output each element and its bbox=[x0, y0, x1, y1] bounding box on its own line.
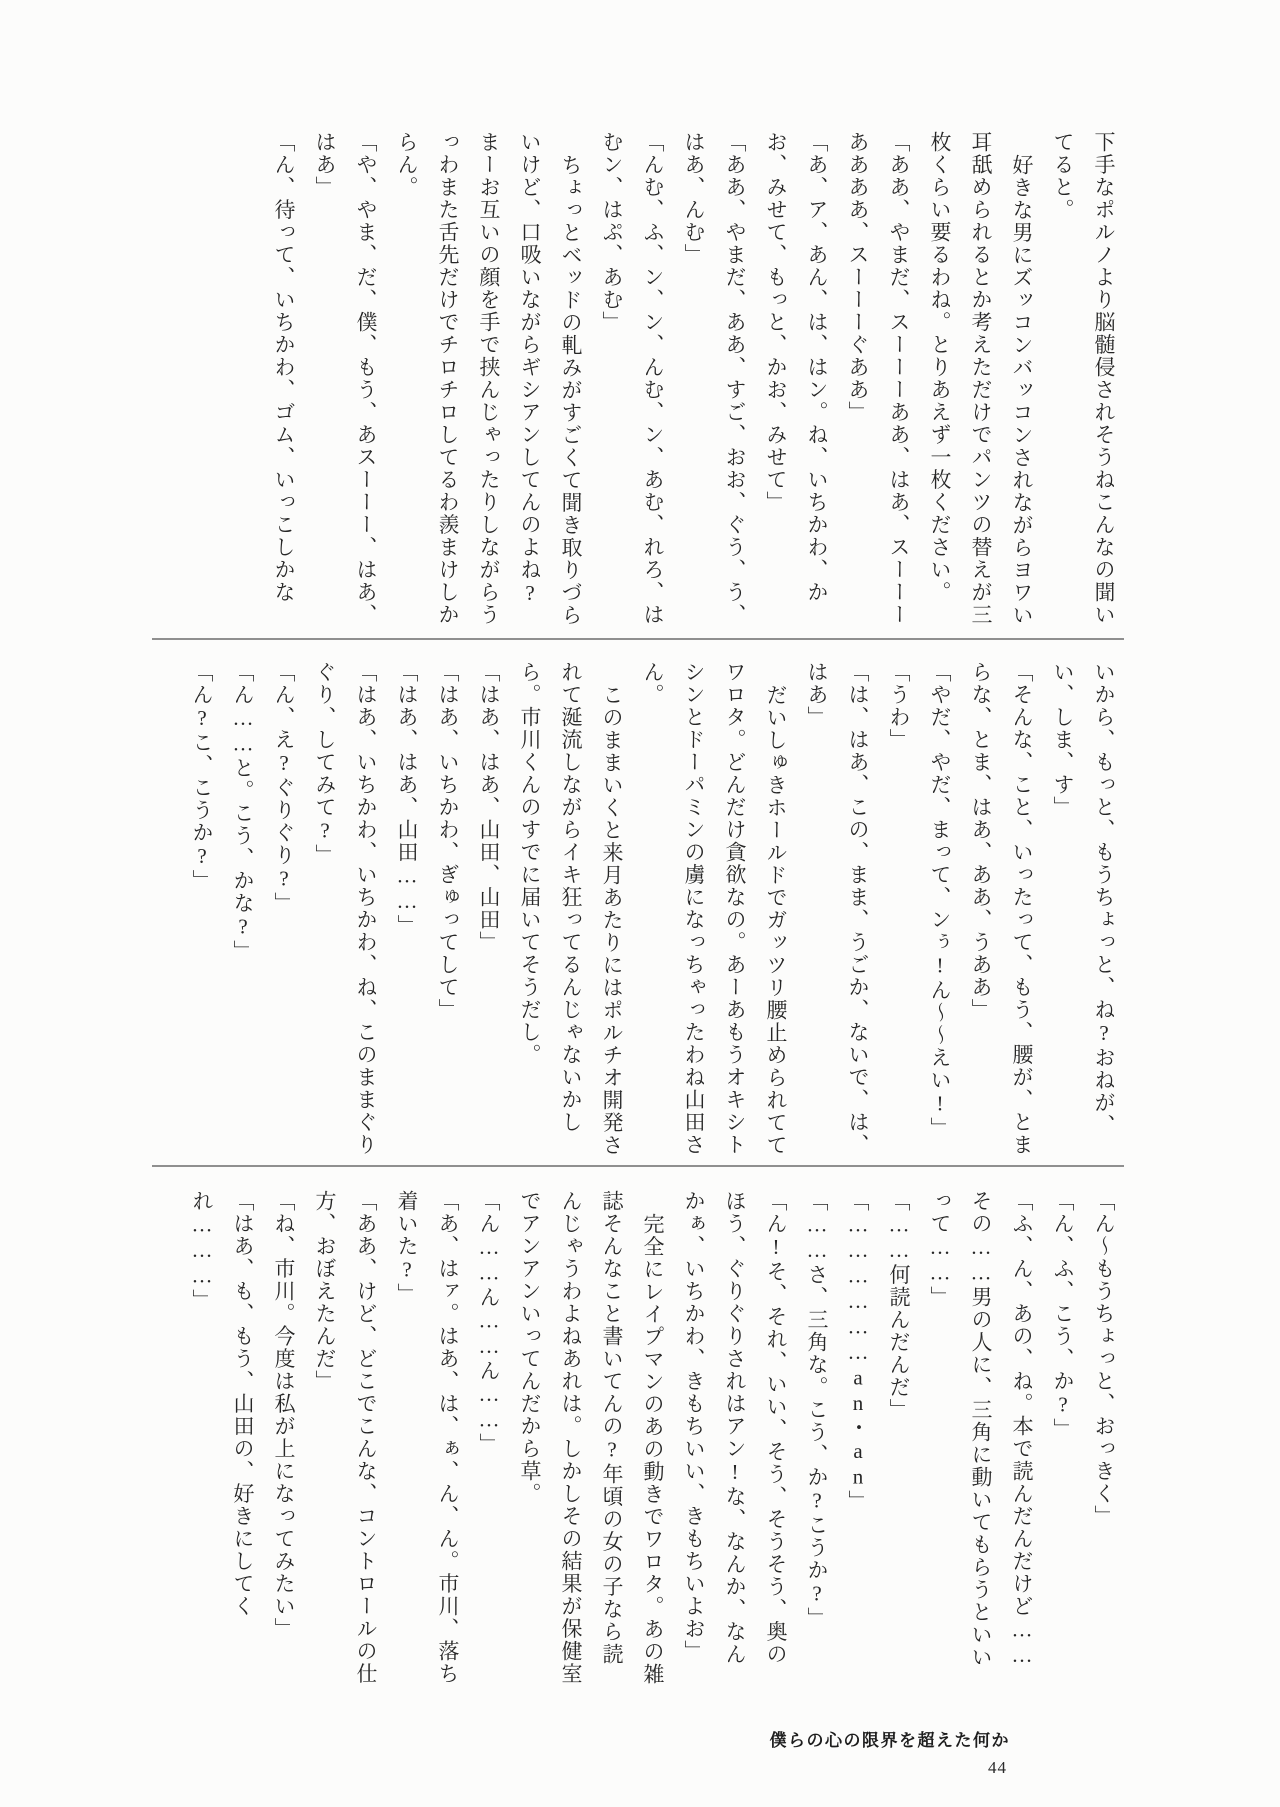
paragraph: 「ん?こ、こうか?」 bbox=[190, 661, 214, 892]
page-number: 44 bbox=[988, 1758, 1007, 1777]
section-divider-top bbox=[152, 638, 1124, 640]
paragraph: 「んむ、ふ、ン、ン、んむ、ン、あむ、れろ、はむン、はぷ、あむ」 bbox=[600, 131, 665, 626]
paragraph: 「……何読んだんだ」 bbox=[887, 1190, 911, 1421]
paragraph: 「ん……と。こう、かな?」 bbox=[231, 661, 255, 963]
paragraph: 「ね、市川。今度は私が上になってみたい」 bbox=[272, 1190, 296, 1640]
paragraph: 「は、はあ、この、まま、うごか、ないで、は、はあ」 bbox=[805, 661, 870, 1156]
paragraph: 「はあ、いちかわ、いちかわ、ね、このままぐりぐり、してみて?」 bbox=[313, 661, 378, 1156]
running-title: 僕らの心の限界を超えた何か bbox=[769, 1731, 1010, 1750]
paragraph: 「うわ」 bbox=[887, 661, 911, 751]
paragraph: 「ん……ん……ん……」 bbox=[477, 1190, 501, 1456]
paragraph: 下手なポルノより脳髄侵されそうねこんなの聞いてると。 bbox=[1051, 131, 1116, 626]
paragraph: 「ああ、やまだ、スーーーああ、はあ、スーーーああああ、スーーーぐああ」 bbox=[846, 131, 911, 626]
paragraph: このままいくと来月あたりにはポルチオ開発されて涎流しながらイキ狂ってるんじゃないかしら。市川くんのすでに届いてそうだし。 bbox=[518, 661, 624, 1157]
paragraph: いから、もっと、もうちょっと、ね?おねが、い、しま、す」 bbox=[1051, 661, 1116, 1137]
paragraph: 「はあ、も、もう、山田の、好きにしてくれ………」 bbox=[190, 1190, 255, 1618]
text-section-middle bbox=[152, 661, 1124, 1158]
text-section-bottom bbox=[152, 1190, 1124, 1687]
paragraph: 好きな男にズッコンバッコンされながらヨワい耳舐められるとか考えただけでパンツの替えが三枚くらい要るわね。とりあえず一枚ください。 bbox=[928, 131, 1034, 627]
paragraph: 「ん、待って、いちかわ、ゴム、いっこしかな bbox=[272, 131, 296, 604]
paragraph: だいしゅきホールドでガッツリ腰止められててワロタ。どんだけ貪欲なの。あーあもうオキシトシンとドーパミンの虜になっちゃったわね山田さん。 bbox=[641, 661, 788, 1157]
paragraph: 「や、やま、だ、僕、もう、あスーーー、はあ、はあ」 bbox=[313, 131, 378, 626]
paragraph: 「はあ、はあ、山田……」 bbox=[395, 661, 419, 937]
paragraph: 「はあ、はあ、山田、山田」 bbox=[477, 661, 501, 954]
paragraph: 「あ、はァ。はあ、は、ぁ、ん、ん。市川、落ち着いた?」 bbox=[395, 1190, 460, 1685]
paragraph: 「あ、ア、あん、は、はン。ね、いちかわ、かお、みせて、もっと、かお、みせて」 bbox=[764, 131, 829, 604]
paragraph: 「ああ、けど、どこでこんな、コントロールの仕方、おぼえたんだ」 bbox=[313, 1190, 378, 1685]
paragraph: 「そんな、こと、いったって、もう、腰が、とまらな、とま、はあ、ああ、うああ」 bbox=[969, 661, 1034, 1156]
paragraph: 「ん、え?ぐりぐり?」 bbox=[272, 661, 296, 915]
paragraph: 完全にレイプマンのあの動きでワロタ。あの雑誌そんなこと書いてんの?年頃の女の子なら読んじゃうわよねあれは。しかしその結果が保健室でアンアンいってんだから草。 bbox=[518, 1190, 665, 1686]
paragraph: 「……さ、三角な。こう、か?こうか?」 bbox=[805, 1190, 829, 1630]
text-block bbox=[152, 0, 1124, 1807]
paragraph: 「はあ、いちかわ、ぎゅってして」 bbox=[436, 661, 460, 1021]
paragraph: 「ふ、ん、あの、ね。本で読んだんだけど……その……男の人に、三角に動いてもらうといいって……」 bbox=[928, 1190, 1034, 1669]
paragraph: 「………………an・an」 bbox=[846, 1190, 870, 1513]
paragraph: 「ん、ふ、こう、か?」 bbox=[1051, 1190, 1075, 1441]
text-section-top bbox=[152, 131, 1124, 628]
paragraph: 「ああ、やまだ、ああ、すご、おお、ぐう、う、はあ、んむ」 bbox=[682, 131, 747, 626]
section-divider-bottom bbox=[152, 1165, 1124, 1167]
paragraph: ちょっとベッドの軋みがすごくて聞き取りづらいけど、口吸いながらギシアンしてんのよね?まーお互いの顔を手で挟んじゃったりしながらうっわまた舌先だけでチロチロしてるわ羨まけしからん。 bbox=[395, 131, 583, 627]
paragraph: 「ん!そ、それ、いい、そう、そうそう、奥のほう、ぐりぐりされはアン!な、なんか、なんかぁ、いちかわ、きもちいい、きもちいよお」 bbox=[682, 1190, 788, 1666]
paragraph: 「やだ、やだ、まって、ンぅ!ん〜〜えい!」 bbox=[928, 661, 952, 1140]
paragraph: 「ん〜もうちょっと、おっきく」 bbox=[1092, 1190, 1116, 1528]
